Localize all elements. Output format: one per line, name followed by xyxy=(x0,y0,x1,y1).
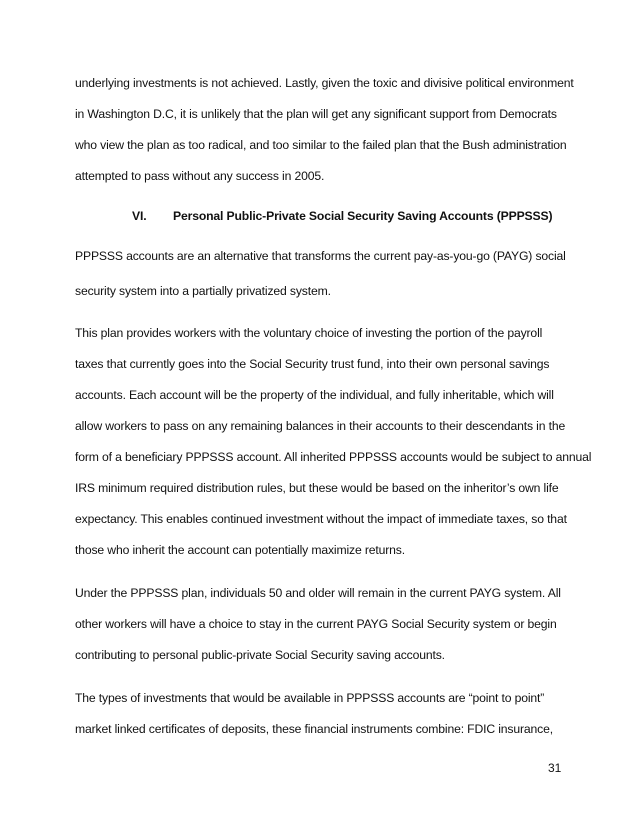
section-number: VI. xyxy=(132,209,147,223)
paragraph-line: market linked certificates of deposits, these financial instruments combine: FDIC insurance, xyxy=(75,722,553,736)
section-title: Personal Public-Private Social Security Saving Accounts (PPPSSS) xyxy=(173,209,553,223)
paragraph-line: attempted to pass without any success in 2005. xyxy=(75,169,325,183)
paragraph-line: underlying investments is not achieved. Lastly, given the toxic and divisive political environment xyxy=(75,76,574,90)
paragraph-line: This plan provides workers with the voluntary choice of investing the portion of the payroll xyxy=(75,326,543,340)
paragraph-line: taxes that currently goes into the Social Security trust fund, into their own personal savings xyxy=(75,357,550,371)
paragraph-line: accounts. Each account will be the property of the individual, and fully inheritable, which will xyxy=(75,388,554,402)
paragraph-line: form of a beneficiary PPPSSS account. All inherited PPPSSS accounts would be subject to annual xyxy=(75,450,592,464)
paragraph-line: PPPSSS accounts are an alternative that transforms the current pay-as-you-go (PAYG) social xyxy=(75,249,566,263)
paragraph-line: The types of investments that would be available in PPPSSS accounts are “point to point” xyxy=(75,691,545,705)
paragraph-line: other workers will have a choice to stay in the current PAYG Social Security system or begin xyxy=(75,617,557,631)
paragraph-line: Under the PPPSSS plan, individuals 50 and older will remain in the current PAYG system. All xyxy=(75,586,561,600)
paragraph-line: IRS minimum required distribution rules, but these would be based on the inheritor’s own life xyxy=(75,481,559,495)
paragraph-line: security system into a partially privatized system. xyxy=(75,284,331,298)
page-number: 31 xyxy=(548,761,562,775)
paragraph-line: allow workers to pass on any remaining balances in their accounts to their descendants in the xyxy=(75,419,566,433)
paragraph-line: contributing to personal public-private Social Security saving accounts. xyxy=(75,648,445,662)
paragraph-line: who view the plan as too radical, and too similar to the failed plan that the Bush administration xyxy=(75,138,567,152)
paragraph-line: expectancy. This enables continued investment without the impact of immediate taxes, so that xyxy=(75,512,567,526)
paragraph-line: those who inherit the account can potentially maximize returns. xyxy=(75,543,405,557)
paragraph-line: in Washington D.C, it is unlikely that the plan will get any significant support from Democrats xyxy=(75,107,557,121)
